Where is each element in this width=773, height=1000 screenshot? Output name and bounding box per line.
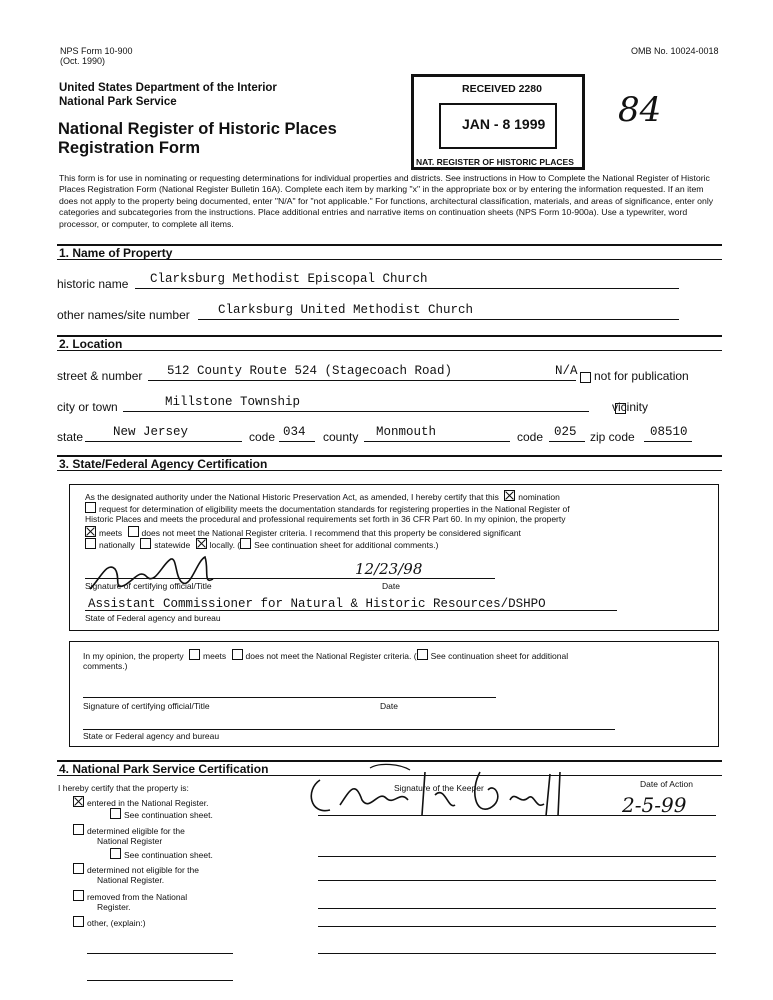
section-rule-lower [57, 350, 722, 351]
opinion-line-1 [83, 649, 568, 662]
date2-label: Date [380, 701, 398, 711]
department-name: United States Department of the Interior [59, 82, 277, 94]
city-label: city or town [57, 400, 118, 414]
entered-label: entered in the National Register. [87, 798, 209, 808]
opinion-meets-checkbox[interactable] [189, 649, 200, 660]
option-entered-cont [110, 808, 213, 821]
form-title: National Register of Historic Places [58, 120, 337, 138]
keeper-line-5 [318, 926, 716, 927]
historic-name-value[interactable]: Clarksburg Methodist Episcopal Church [150, 272, 428, 286]
certification-date[interactable]: 12/23/98 [355, 560, 423, 578]
not-eligible-label: determined not eligible for the [87, 865, 199, 875]
signature2-label: Signature of certifying official/Title [83, 701, 210, 711]
county-value[interactable]: Monmouth [376, 425, 437, 439]
opinion-does-not-meet-checkbox[interactable] [232, 649, 243, 660]
county-code-line [549, 441, 585, 442]
historic-name-line [135, 288, 679, 289]
county-code-label: code [517, 430, 544, 444]
locally-label: locally. ( [209, 540, 241, 550]
stamp-footer: NAT. REGISTER OF HISTORIC PLACES [416, 157, 574, 167]
keeper-line-2 [318, 856, 716, 857]
eligible-label: determined eligible for the [87, 826, 185, 836]
removed-label: removed from the National [87, 892, 188, 902]
entered-continuation-checkbox[interactable] [110, 808, 121, 819]
opinion-meets-label: meets [203, 651, 227, 661]
handwritten-number: 84 [618, 90, 662, 130]
stamp-date: JAN - 8 1999 [462, 116, 546, 132]
received-stamp [411, 74, 585, 170]
explain-line-2 [87, 980, 233, 981]
zip-line [644, 441, 692, 442]
option-other [73, 916, 146, 929]
city-line [123, 411, 589, 412]
signature2-line [83, 697, 496, 698]
cert-line-2-text: request for determination of eligibility meets the documentation standards for registering properties in the National Register of [99, 504, 570, 514]
not-for-publication-checkbox[interactable] [580, 372, 591, 383]
eligible-continuation-label: See continuation sheet. [124, 850, 213, 860]
opinion-text-c: See continuation sheet for additional [430, 651, 569, 661]
date-of-action-label: Date of Action [640, 779, 693, 789]
meets-label: meets [99, 528, 123, 538]
form-date: (Oct. 1990) [60, 56, 106, 66]
other-names-label: other names/site number [57, 308, 190, 322]
option-eligible-cont [110, 848, 213, 861]
other-names-value[interactable]: Clarksburg United Methodist Church [218, 303, 474, 317]
agency2-label: State or Federal agency and bureau [83, 731, 220, 741]
agency2-line [83, 729, 615, 730]
stamp-date-box [439, 103, 557, 149]
continuation-checkbox[interactable] [240, 538, 251, 549]
omb-number: OMB No. 10024-0018 [631, 46, 719, 56]
na-value: N/A [555, 364, 578, 378]
cert-line-4-text: does not meet the National Register criteria. I recommend that this property be considered significant [141, 528, 521, 538]
vicinity-label: vicinity [612, 400, 649, 414]
street-line [148, 380, 576, 381]
not-eligible-checkbox[interactable] [73, 863, 84, 874]
not-for-publication-label: not for publication [594, 369, 689, 383]
nomination-checkbox[interactable] [504, 490, 515, 501]
continuation-label: See continuation sheet for additional comments.) [254, 540, 439, 550]
section-2-heading: 2. Location [59, 337, 123, 351]
opinion-box [69, 641, 719, 747]
explain-line-1 [87, 953, 233, 954]
section-4-heading: 4. National Park Service Certification [59, 762, 269, 776]
statewide-checkbox[interactable] [140, 538, 151, 549]
removed-label-2: Register. [97, 902, 131, 912]
meets-checkbox[interactable] [85, 526, 96, 537]
street-label: street & number [57, 369, 143, 383]
form-subtitle: Registration Form [58, 139, 201, 157]
city-value[interactable]: Millstone Township [165, 395, 301, 409]
service-name: National Park Service [59, 96, 177, 108]
opinion-text-b: does not meet the National Register criteria. ( [245, 651, 417, 661]
county-label: county [323, 430, 359, 444]
county-code-value[interactable]: 025 [554, 425, 577, 439]
agency-line [85, 610, 617, 611]
keeper-signature [300, 760, 570, 830]
state-code-line [279, 441, 315, 442]
section-3-heading: 3. State/Federal Agency Certification [59, 457, 268, 471]
state-line [85, 441, 242, 442]
state-certification-box [69, 484, 719, 631]
nationally-label: nationally [99, 540, 135, 550]
agency-label: State of Federal agency and bureau [85, 613, 221, 623]
state-code-label: code [249, 430, 276, 444]
nomination-label: nomination [518, 492, 560, 502]
state-code-value[interactable]: 034 [283, 425, 306, 439]
keeper-line-1 [318, 815, 716, 816]
removed-checkbox[interactable] [73, 890, 84, 901]
other-names-line [198, 319, 679, 320]
signature-line [85, 578, 495, 579]
date-label: Date [382, 581, 400, 591]
street-value[interactable]: 512 County Route 524 (Stagecoach Road) [167, 364, 453, 378]
zip-label: zip code [590, 430, 635, 444]
keeper-line-6 [318, 953, 716, 954]
stamp-received: RECEIVED 2280 [462, 83, 542, 95]
nationally-checkbox[interactable] [85, 538, 96, 549]
keeper-line-3 [318, 880, 716, 881]
agency-value[interactable]: Assistant Commissioner for Natural & Historic Resources/DSHPO [88, 597, 546, 611]
section-rule-lower [57, 470, 722, 471]
zip-value[interactable]: 08510 [650, 425, 688, 439]
state-value[interactable]: New Jersey [113, 425, 189, 439]
section-rule-lower [57, 259, 722, 260]
entered-continuation-label: See continuation sheet. [124, 810, 213, 820]
county-line [364, 441, 510, 442]
opinion-continuation-checkbox[interactable] [417, 649, 428, 660]
cert-line-1-text: As the designated authority under the National Historic Preservation Act, as amended, I hereby certify that this [85, 492, 499, 502]
other-checkbox[interactable] [73, 916, 84, 927]
section-rule [57, 335, 722, 337]
state-label: state [57, 430, 84, 444]
keeper-signature-label: Signature of the Keeper [394, 783, 484, 793]
not-eligible-label-2: National Register. [97, 875, 165, 885]
statewide-label: statewide [154, 540, 191, 550]
historic-name-label: historic name [57, 277, 129, 291]
cert-line-3: Historic Places and meets the procedural and professional requirements set forth in 36 CFR Part 60. In my opinion, the property [85, 514, 566, 524]
certify-statement: I hereby certify that the property is: [58, 783, 189, 793]
locally-checkbox[interactable] [196, 538, 207, 549]
instructions-text: This form is for use in nominating or requesting determinations for individual properties and districts. See instructions in How to Complete the National Register of Historic Places Registration Form (National Register Bulletin 16A). Complete each item by marking "x" in the appropriate box or by entering the information requested. If an item does not apply to the property being documented, enter "N/A" for "not applicable." For functions, architectural classification, materials, and areas of significance, enter only categories and subcategories from the instructions. Place additional entries and narrative items on continuation sheets (NPS Form 10-900a). Use a typewriter, word processor, or computer, to complete all items. [59, 173, 714, 229]
opinion-line-2: comments.) [83, 661, 128, 671]
opinion-text-a: In my opinion, the property [83, 651, 184, 661]
entered-checkbox[interactable] [73, 796, 84, 807]
section-1-heading: 1. Name of Property [59, 246, 173, 260]
does-not-meet-checkbox[interactable] [128, 526, 139, 537]
eligible-label-2: National Register [97, 836, 163, 846]
request-checkbox[interactable] [85, 502, 96, 513]
other-label: other, (explain:) [87, 918, 146, 928]
keeper-line-4 [318, 908, 716, 909]
action-date[interactable]: 2-5-99 [622, 793, 687, 817]
eligible-continuation-checkbox[interactable] [110, 848, 121, 859]
eligible-checkbox[interactable] [73, 824, 84, 835]
signature-label: Signature of certifying official/Title [85, 581, 212, 591]
form-number: NPS Form 10-900 [60, 46, 133, 56]
